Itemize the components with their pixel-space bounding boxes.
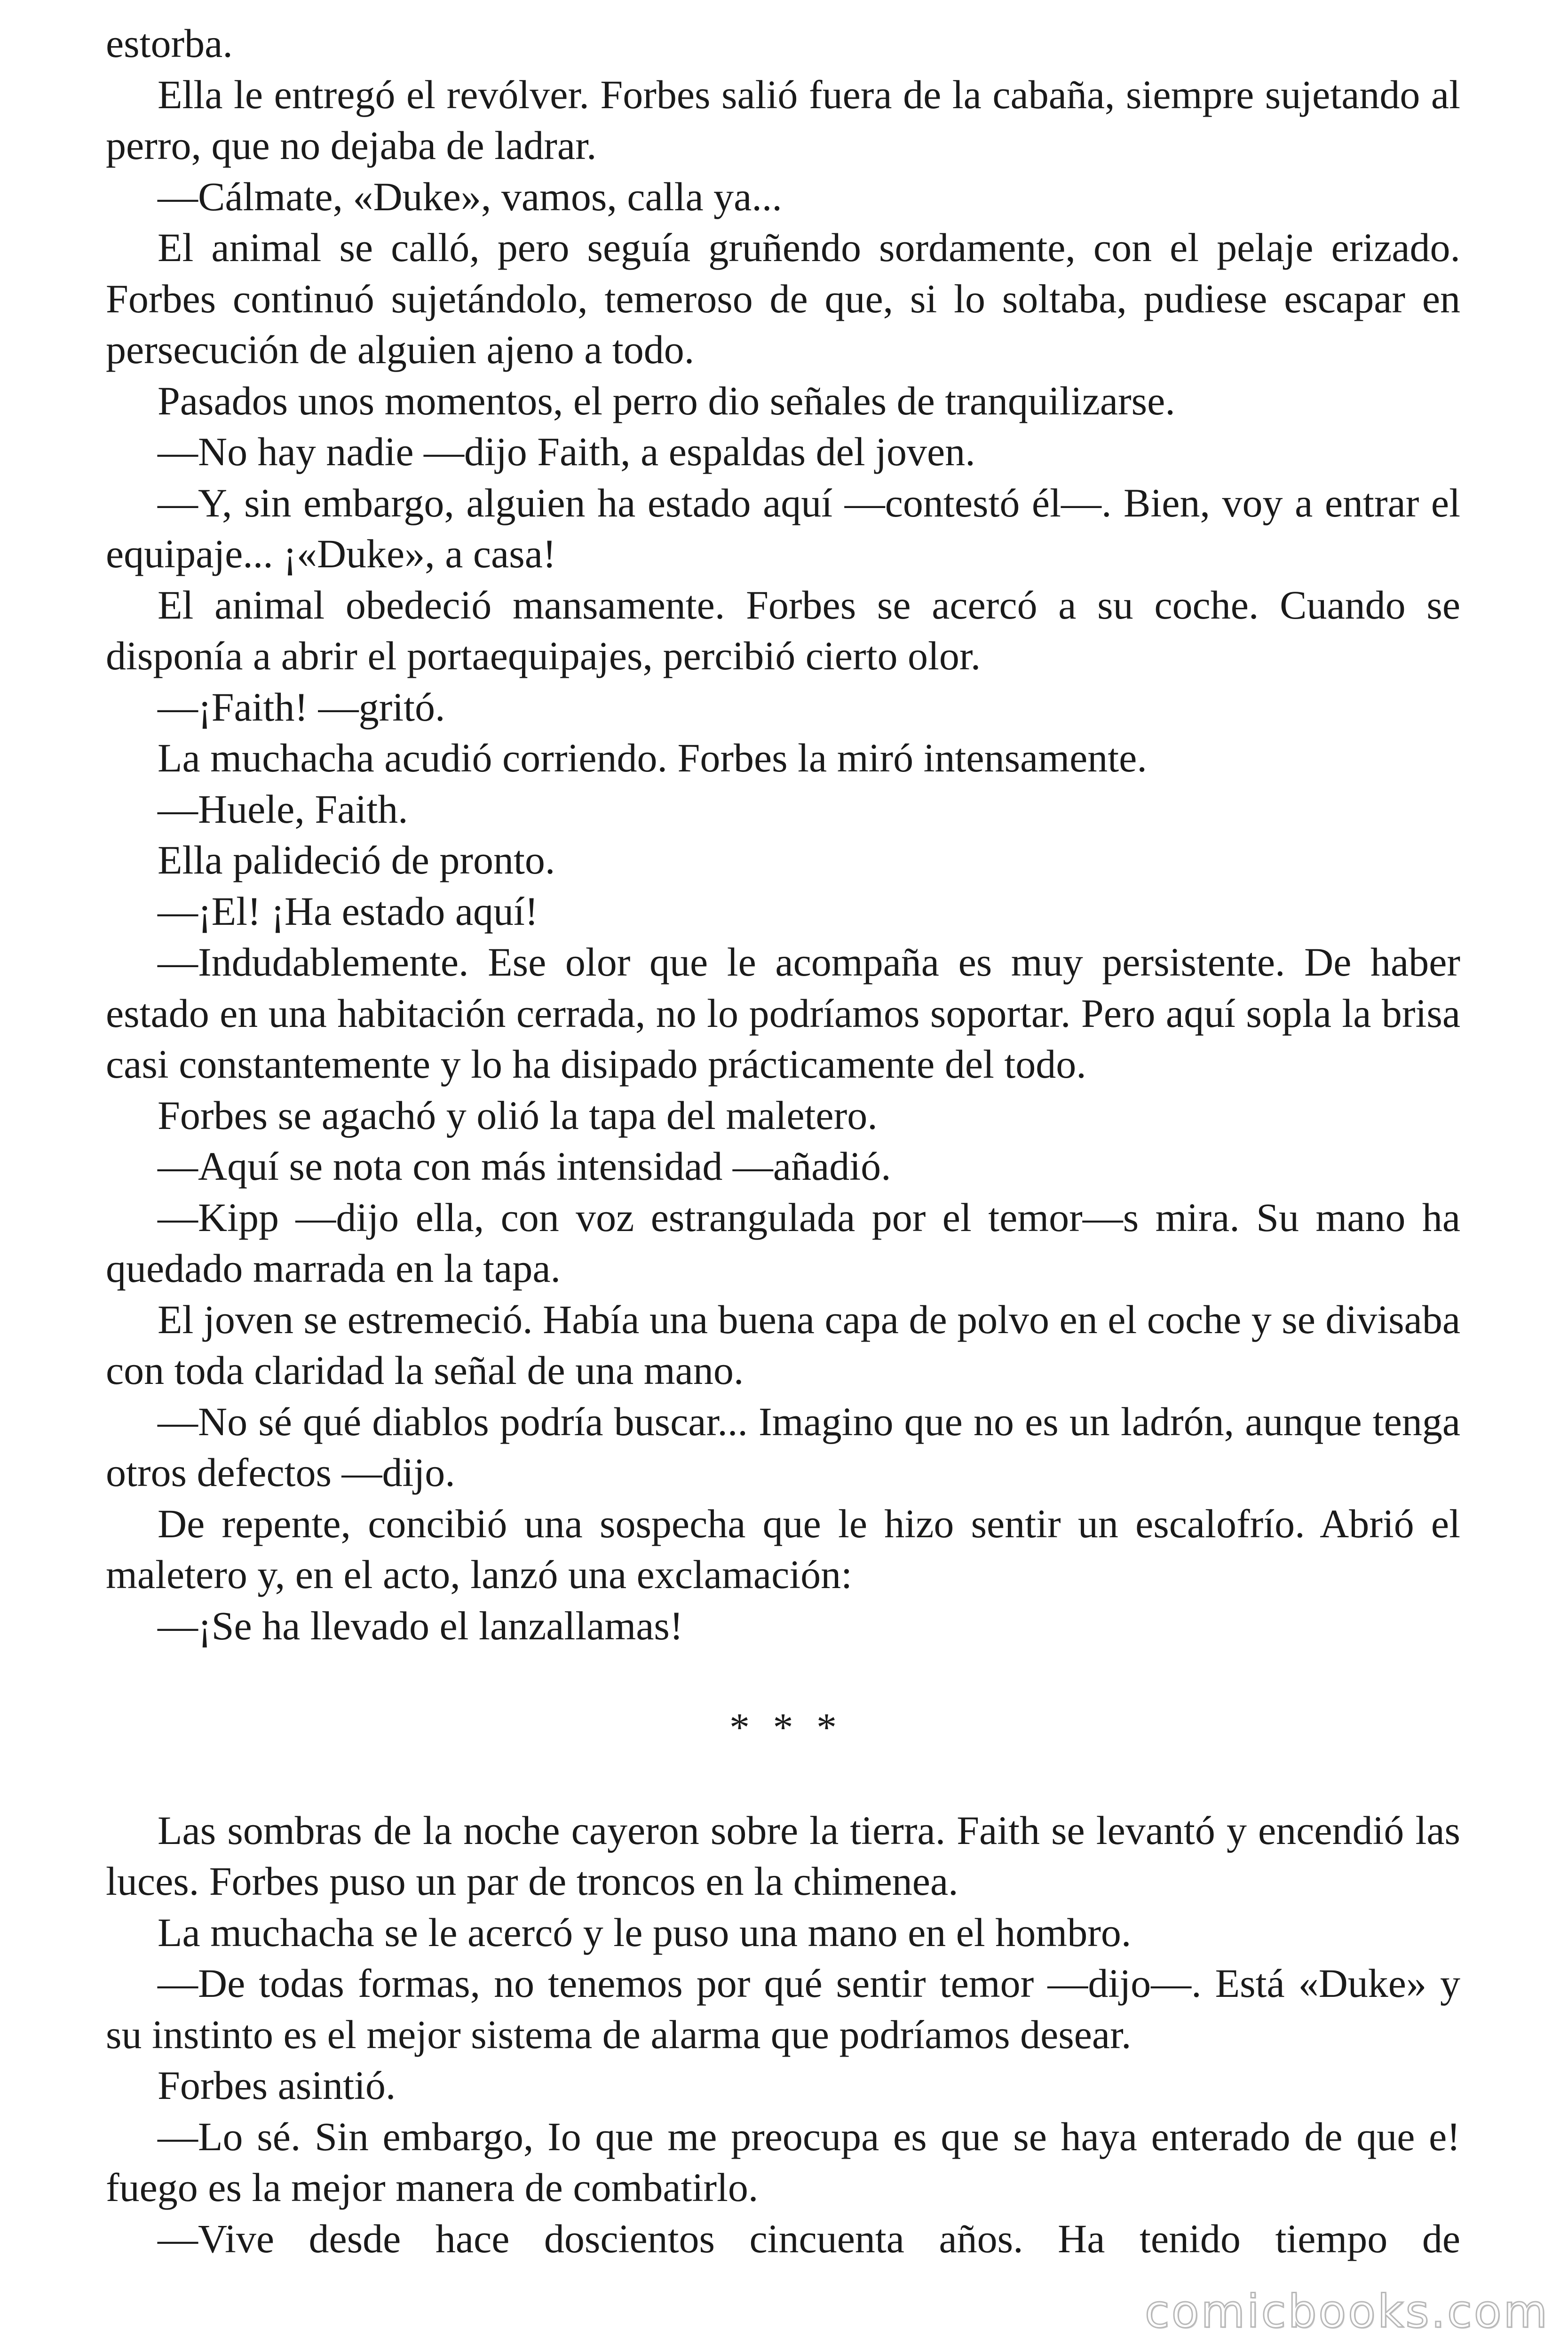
- paragraph: —Indudablemente. Ese olor que le acompaña es muy persistente. De haber estado en una habitación cerrada, no lo podríamos soportar. Pero aquí sopla la brisa casi constantemente y lo ha disipado prácticamente del todo.: [106, 939, 1460, 1087]
- paragraph: El joven se estremeció. Había una buena capa de polvo en el coche y se divisaba con toda claridad la señal de una mano.: [106, 1296, 1461, 1393]
- paragraph: —Kipp —dijo ella, con voz estrangulada por el temor—s mira. Su mano ha quedado marrada en la tapa.: [106, 1194, 1460, 1291]
- paragraph: —Y, sin embargo, alguien ha estado aquí —contestó él—. Bien, voy a entrar el equipaje... ¡«Duke», a casa!: [106, 480, 1460, 576]
- section-separator: * * *: [729, 1705, 843, 1750]
- paragraph: Ella le entregó el revólver. Forbes salió fuera de la cabaña, siempre sujetando al perro, que no dejaba de ladrar.: [106, 72, 1460, 168]
- paragraph: La muchacha acudió corriendo. Forbes la miró intensamente.: [158, 735, 1147, 780]
- paragraph: Ella palideció de pronto.: [158, 837, 555, 882]
- paragraph: —Cálmate, «Duke», vamos, calla ya...: [158, 174, 782, 219]
- paragraph: Pasados unos momentos, el perro dio señales de tranquilizarse.: [158, 378, 1175, 423]
- text-section-bottom: [106, 1805, 1460, 2265]
- paragraph: De repente, concibió una sospecha que le hizo sentir un escalofrío. Abrió el maletero y, en el acto, lanzó una exclamación:: [106, 1501, 1460, 1597]
- paragraph: Forbes se agachó y olió la tapa del maletero.: [158, 1092, 878, 1138]
- paragraph: —Aquí se nota con más intensidad —añadió.: [158, 1144, 891, 1189]
- paragraph: La muchacha se le acercó y le puso una mano en el hombro.: [158, 1909, 1132, 1955]
- paragraph: —Lo sé. Sin embargo, Io que me preocupa es que se haya enterado de que e! fuego es la mejor manera de combatirlo.: [106, 2114, 1460, 2210]
- paragraph: El animal se calló, pero seguía gruñendo sordamente, con el pelaje erizado. Forbes continuó sujetándolo, temeroso de que, si lo soltaba, pudiese escapar en persecución de alguien ajeno a todo.: [106, 225, 1460, 372]
- paragraph: —De todas formas, no tenemos por qué sentir temor —dijo—. Está «Duke» y su instinto es el mejor sistema de alarma que podríamos desear.: [106, 1961, 1460, 2057]
- paragraph: —No hay nadie —dijo Faith, a espaldas del joven.: [158, 429, 975, 474]
- paragraph: Las sombras de la noche cayeron sobre la tierra. Faith se levantó y encendió las luces. Forbes puso un par de troncos en la chimenea.: [106, 1807, 1460, 1904]
- text-section-top: [106, 18, 1460, 1651]
- paragraph: —Vive desde hace doscientos cincuenta años. Ha tenido tiempo de: [158, 2216, 1460, 2261]
- watermark-logo: comicbooks.com: [1144, 2285, 1549, 2338]
- paragraph: —Huele, Faith.: [158, 786, 408, 832]
- paragraph: —¡El! ¡Ha estado aquí!: [158, 888, 539, 934]
- paragraph: Forbes asintió.: [158, 2063, 396, 2108]
- paragraph: —¡Faith! —gritó.: [158, 684, 445, 730]
- book-page: [106, 18, 1460, 2264]
- paragraph: —No sé qué diablos podría buscar... Imagino que no es un ladrón, aunque tenga otros defectos —dijo.: [106, 1398, 1460, 1495]
- paragraph: —¡Se ha llevado el lanzallamas!: [158, 1603, 683, 1648]
- paragraph: estorba.: [106, 21, 233, 66]
- paragraph: El animal obedeció mansamente. Forbes se acercó a su coche. Cuando se disponía a abrir el portaequipajes, percibió cierto olor.: [106, 582, 1460, 678]
